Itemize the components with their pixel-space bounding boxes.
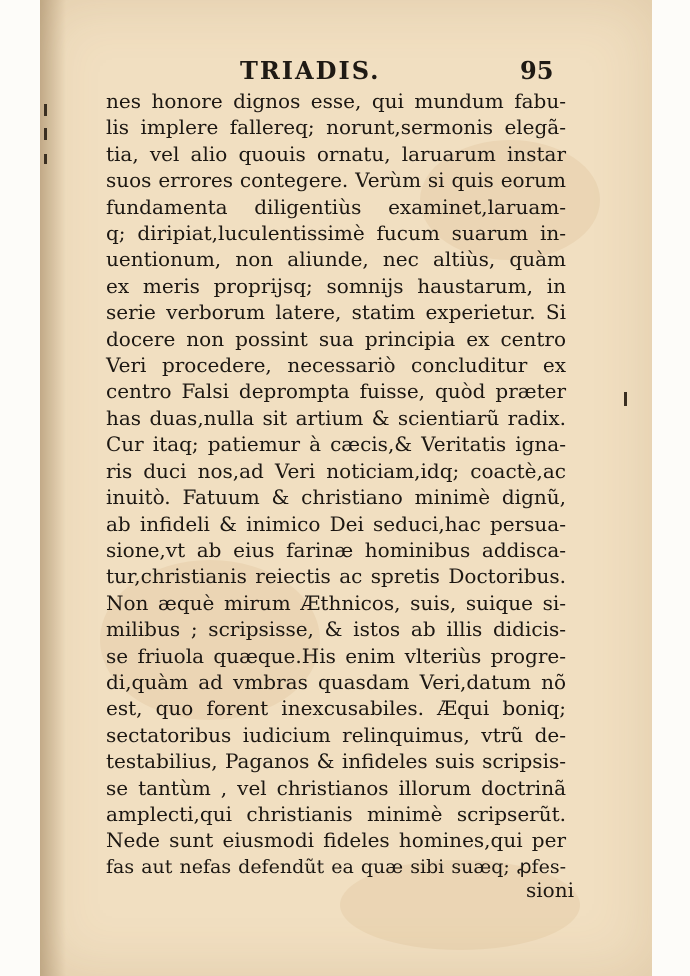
text-line: milibus ; scripsisse, & istos ab illis didicis-: [106, 617, 566, 642]
text-line: di,quàm ad vmbras quasdam Veri,datum nõ: [106, 669, 566, 694]
text-line: ab infideli & inimico Dei seduci,hac persua-: [106, 511, 566, 536]
running-title: TRIADIS.: [240, 56, 381, 85]
catchword: sioni: [526, 878, 574, 902]
text-line: Non æquè mirum Æthnicos, suis, suique si-: [106, 590, 566, 615]
text-line: centro Falsi deprompta fuisse, quòd præter: [106, 379, 566, 404]
book-page: [40, 0, 652, 976]
text-line: amplecti,qui christianis minimè scripserũt.: [106, 801, 566, 826]
text-line: tia, vel alio quouis ornatu, laruarum instar: [106, 141, 566, 166]
text-line: fundamenta diligentiùs examinet,laruam-: [106, 194, 566, 219]
text-line: docere non possint sua principia ex centro: [106, 326, 566, 351]
margin-mark: [624, 392, 627, 406]
margin-mark: [44, 128, 47, 140]
margin-mark: [44, 104, 47, 116]
text-line: tur,christianis reiectis ac spretis Doctoribus.: [106, 564, 566, 589]
text-line: est, quo forent inexcusabiles. Æqui boniq;: [106, 696, 566, 721]
text-line: suos errores contegere. Verùm si quis eorum: [106, 168, 566, 193]
text-line: Nede sunt eiusmodi fideles homines,qui per: [106, 828, 566, 853]
text-line: nes honore dignos esse, qui mundum fabu-: [106, 89, 566, 113]
page-number: 95: [520, 56, 554, 85]
gutter-shadow: [40, 0, 66, 976]
text-line: Cur itaq; patiemur à cæcis,& Veritatis igna-: [106, 432, 566, 457]
text-line: fas aut nefas defendũt ea quæ sibi suæq; ꝓfes-: [106, 855, 566, 878]
text-line: sectatoribus iudicium relinquimus, vtrũ de-: [106, 722, 566, 747]
page-header: [40, 52, 652, 92]
text-line: q; diripiat,luculentissimè fucum suarum in-: [106, 221, 566, 246]
text-line: sione,vt ab eius farinæ hominibus addisca-: [106, 537, 566, 562]
text-line: Veri procedere, necessariò concluditur ex: [106, 353, 566, 378]
text-line: ris duci nos,ad Veri noticiam,idq; coactè,ac: [106, 458, 566, 483]
margin-mark: [44, 154, 47, 164]
text-line: inuitò. Fatuum & christiano minimè dignũ,: [106, 485, 566, 510]
text-line: ex meris proprijsq; somnijs haustarum, in: [106, 273, 566, 298]
text-line: has duas,nulla sit artium & scientiarũ radix.: [106, 405, 566, 430]
text-line: se tantùm , vel christianos illorum doctrinã: [106, 775, 566, 800]
text-line: uentionum, non aliunde, nec altiùs, quàm: [106, 247, 566, 272]
text-line: se friuola quæque.His enim vlteriùs progre-: [106, 643, 566, 668]
text-line: lis implere fallereq; norunt,sermonis elegã-: [106, 115, 566, 140]
text-line: testabilius, Paganos & infideles suis scripsis-: [106, 749, 566, 774]
body-text: [106, 88, 566, 880]
text-line: serie verborum latere, statim experietur. Si: [106, 300, 566, 325]
